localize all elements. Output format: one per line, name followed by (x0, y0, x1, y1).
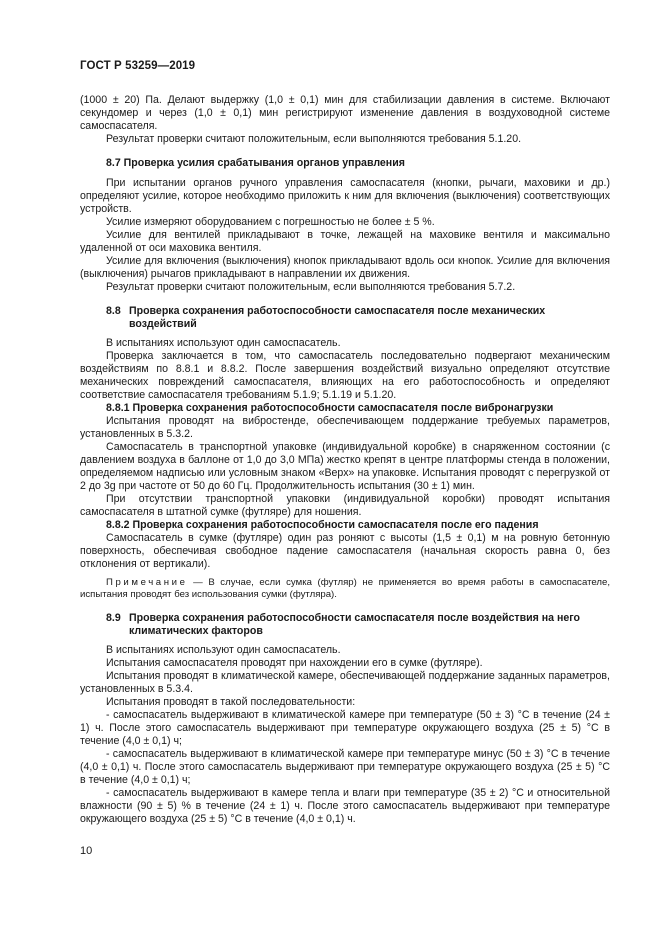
section-number: 8.9 (106, 612, 121, 624)
section-heading-8-8 (80, 305, 610, 331)
section-title-line: воздействий (129, 318, 197, 330)
paragraph: В испытаниях используют один самоспасатель. (106, 644, 341, 656)
paragraph: Испытания проводят в такой последовательности: (106, 696, 356, 708)
paragraph: Испытания проводят в климатической камере, обеспечивающей поддержание заданных параметров, установленных в 5.3.4. (80, 670, 610, 695)
paragraph: При испытании органов ручного управления самоспасателя (кнопки, рычаги, маховики и др.) определяют усилие, которое необходимо приложить к ним для включения (выключения) соответствующих устройств. (80, 177, 610, 215)
section-title-line: Проверка сохранения работоспособности самоспасателя после механических (129, 305, 546, 317)
section-heading-8-7: 8.7 Проверка усилия срабатывания органов управления (106, 157, 405, 169)
paragraph: (1000 ± 20) Па. Делают выдержку (1,0 ± 0,1) мин для стабилизации давления в системе. Включают секундомер и через (1,0 ± 0,1) мин регистрируют изменение давления в воздуховодной системе самоспасателя. (80, 94, 610, 132)
note (80, 577, 610, 601)
section-title-line: Проверка сохранения работоспособности самоспасателя после воздействия на него (129, 612, 581, 624)
paragraph: Усилие для включения (выключения) кнопок прикладывают вдоль оси кнопок. Усилие для включения (выключения) рычагов прикладывают в направлении их движения. (80, 255, 610, 280)
paragraph: Результат проверки считают положительным, если выполняются требования 5.1.20. (106, 133, 522, 145)
section-number: 8.8 (106, 305, 121, 317)
list-item: - самоспасатель выдерживают в климатической камере при температуре минус (50 ± 3) °C в течение (4,0 ± 0,1) ч. После этого самоспасатель выдерживают при температуре окружающего воздуха (25 ± 5) °C в течение (4,0 ± 0,1) ч; (80, 748, 610, 786)
note-text: — В случае, если сумка (футляр) не применяется во время работы в самоспасателе, испытания проводят без использования сумки (футляра). (80, 577, 610, 600)
document-body (80, 94, 610, 826)
subsection-heading-8-8-1: 8.8.1 Проверка сохранения работоспособности самоспасателя после вибронагрузки (106, 402, 554, 414)
paragraph: Проверка заключается в том, что самоспасатель последовательно подвергают механическим воздействиям по 8.8.1 и 8.8.2. После завершения воздействий визуально определяют отсутствие механических повреждений самоспасателя, влияющих на его работоспособность и определяют соответствие самоспасателя требованиям 5.1.9; 5.1.19 и 5.1.20. (80, 350, 610, 401)
list-item: - самоспасатель выдерживают в климатической камере при температуре (50 ± 3) °C в течение (24 ± 1) ч. После этого самоспасатель выдерживают при температуре окружающего воздуха (25 ± 5) °C в течение (4,0 ± 0,1) ч; (80, 709, 610, 747)
section-heading-8-9 (80, 612, 610, 638)
note-label: Примечание (106, 577, 188, 588)
paragraph: Самоспасатель в сумке (футляре) один раз роняют с высоты (1,5 ± 0,1) м на ровную бетонную поверхность, обеспечивая свободное падение самоспасателя (начальная скорость равна 0, без отклонения от вертикали). (80, 532, 610, 570)
paragraph: Испытания самоспасателя проводят при нахождении его в сумке (футляре). (106, 657, 483, 669)
list-item: - самоспасатель выдерживают в камере тепла и влаги при температуре (35 ± 2) °C и относительной влажности (90 ± 5) % в течение (24 ± 1) ч. После этого самоспасатель выдерживают при температуре окружающего воздуха (25 ± 5) °C в течение (4,0 ± 0,1) ч. (80, 787, 610, 825)
paragraph: Усилие для вентилей прикладывают в точке, лежащей на маховике вентиля и максимально удаленной от оси маховика вентиля. (80, 229, 610, 254)
paragraph: Самоспасатель в транспортной упаковке (индивидуальной коробке) в снаряженном состоянии (с давлением воздуха в баллоне от 1,0 до 3,0 МПа) жестко крепят в центре платформы стенда в положении, определяемом надписью или условным знаком «Верх» на упаковке. Испытания проводят с перегрузкой от 2 до 3g при частоте от 50 до 60 Гц. Продолжительность испытания (30 ± 1) мин. (80, 441, 610, 492)
paragraph: При отсутствии транспортной упаковки (индивидуальной коробки) проводят испытания самоспасателя в штатной сумке (футляре) для ношения. (80, 493, 610, 518)
paragraph: Испытания проводят на вибростенде, обеспечивающем поддержание требуемых параметров, установленных в 5.3.2. (80, 415, 610, 440)
page-number: 10 (80, 845, 93, 857)
paragraph: Результат проверки считают положительным, если выполняются требования 5.7.2. (106, 281, 516, 293)
section-title-line: климатических факторов (129, 625, 263, 637)
paragraph: В испытаниях используют один самоспасатель. (106, 337, 341, 349)
page-header-standard-id: ГОСТ Р 53259—2019 (80, 60, 196, 72)
subsection-heading-8-8-2: 8.8.2 Проверка сохранения работоспособности самоспасателя после его падения (106, 519, 539, 531)
paragraph: Усилие измеряют оборудованием с погрешностью не более ± 5 %. (106, 216, 435, 228)
